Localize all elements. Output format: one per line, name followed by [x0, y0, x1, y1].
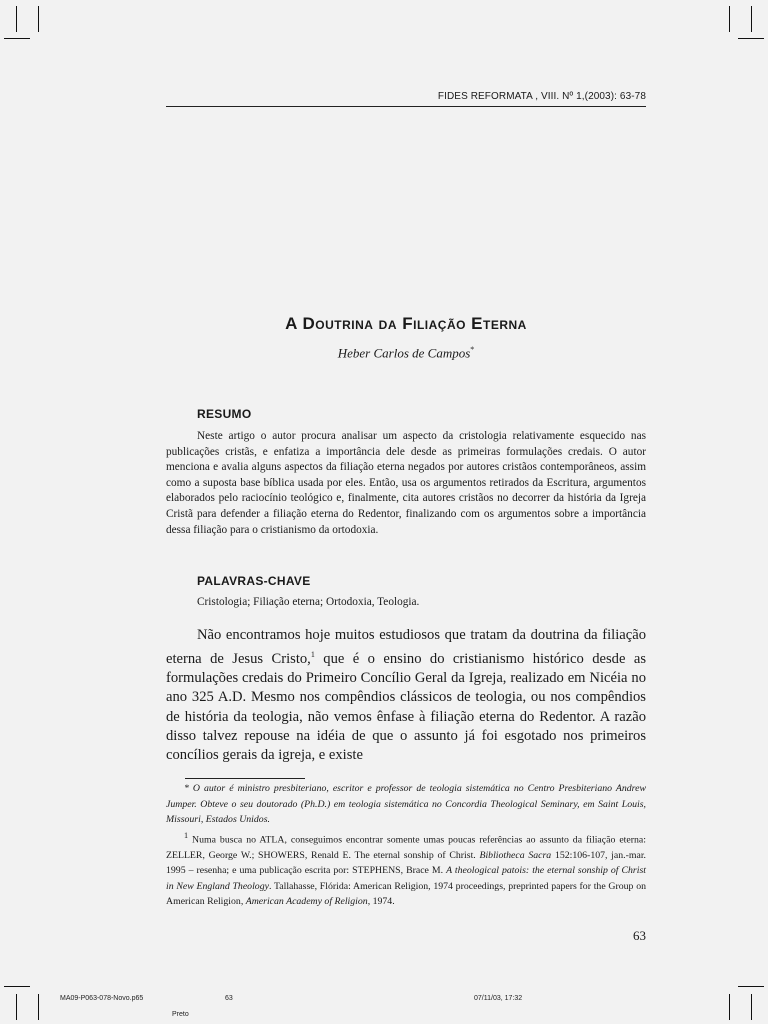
page-number: 63 [633, 928, 646, 943]
crop-mark [16, 994, 17, 1020]
author-line [166, 345, 646, 361]
slug-filename: MA09-P063-078-Novo.p65 [60, 995, 144, 1002]
body-paragraph [166, 626, 646, 765]
footnote-1-org: American Academy of Religion [245, 896, 368, 908]
footnote-ref-1: 1 [310, 650, 315, 660]
running-head: FIDES REFORMATA , VIII. Nº 1,(2003): 63-78 [437, 91, 646, 102]
footnote-1-text: Numa busca no ATLA, conseguimos encontrar somente umas poucas referências ao assunto da filiação eterna: ZELLER, George W.; SHOWERS, Renald E. The eternal sonship of Christ. [166, 834, 646, 861]
article-title: A Doutrina da Filiação Eterna [285, 314, 527, 333]
body-text-1: Não encontramos hoje muitos estudiosos que tratam da doutrina da filiação eterna de Jesus Cristo, [166, 627, 646, 668]
crop-mark [751, 994, 752, 1020]
header-rule [166, 106, 646, 107]
abstract-text: Neste artigo o autor procura analisar um aspecto da cristologia relativamente esquecido nas publicações cristãs, e enfatiza a importância dele desde as primeiras formulações credais. O autor menciona e avalia alguns aspectos da filiação eterna negados por autores cristãos contemporâneos, assim como a suposta base bíblica usada por eles. Então, usa os argumentos retirados da Escritura, argumentos elaborados pelo raciocínio teológico e, finalmente, cita autores cristãos no decorrer da história da Igreja Cristã para defender a filiação eterna do Redentor, finalizando com os argumentos sobre a importância dessa filiação para o cristianismo da ortodoxia. [166, 430, 646, 536]
footnotes-block [166, 781, 646, 910]
crop-mark [729, 6, 730, 32]
abstract-block [166, 429, 646, 538]
author-footnote-mark: * [470, 345, 475, 354]
body-block [166, 626, 646, 765]
crop-mark [38, 6, 39, 32]
footnote-1-journal: Bibliotheca Sacra [479, 849, 552, 861]
crop-mark [738, 986, 764, 987]
keywords-text: Cristologia; Filiação eterna; Ortodoxia, Teologia. [197, 596, 420, 608]
crop-mark [4, 38, 30, 39]
crop-mark [738, 38, 764, 39]
footnote-1-text: 152:106-107, jan.-mar. 1995 – resenha; e uma publicação escrita por: STEPHENS, Brace M. [166, 849, 646, 877]
slug-page: 63 [225, 995, 233, 1002]
footnote-1-number: 1 [184, 830, 189, 840]
body-text-2: que é o ensino do cristianismo histórico desde as formulações credais do Primeiro Concílio Geral da Igreja, realizado em Nicéia no ano 325 A.D. Mesmo nos compêndios clássicos de teologia, ou nos compêndios de história da teologia, não vemos ênfase à filiação eterna do Redentor. A razão disso talvez repouse na idéia de que o assunto já foi esgotado nos primeiros concílios gerais da igreja, e existe [166, 651, 646, 764]
crop-mark [729, 994, 730, 1020]
keywords-block [166, 595, 646, 611]
keywords-heading: PALAVRAS-CHAVE [197, 574, 311, 588]
crop-mark [38, 994, 39, 1020]
footnote-rule [185, 778, 305, 779]
crop-mark [751, 6, 752, 32]
author-name: Heber Carlos de Campos [337, 345, 471, 361]
abstract-heading: RESUMO [197, 407, 252, 421]
crop-mark [16, 6, 17, 32]
slug-color: Preto [172, 1011, 189, 1018]
slug-datetime: 07/11/03, 17:32 [474, 995, 523, 1002]
footnote-author: * O autor é ministro presbiteriano, escritor e professor de teologia sistemática no Centro Presbiteriano Andrew Jumper. Obteve o seu doutorado (Ph.D.) em teologia sistemática no Concordia Theological Seminary, em Saint Louis, Missouri, Estados Unidos. [166, 783, 646, 826]
footnote-1-text: , 1974. [367, 896, 395, 908]
footnote-1-book-title: A theological patois: the eternal sonship of Christ in New England Theology [166, 865, 646, 892]
footnote-1 [166, 828, 646, 910]
crop-mark [4, 986, 30, 987]
footnote-1-text: . Tallahasse, Flórida: American Religion, 1974 proceedings, preprinted papers for the Group on American Religion, [166, 880, 646, 908]
